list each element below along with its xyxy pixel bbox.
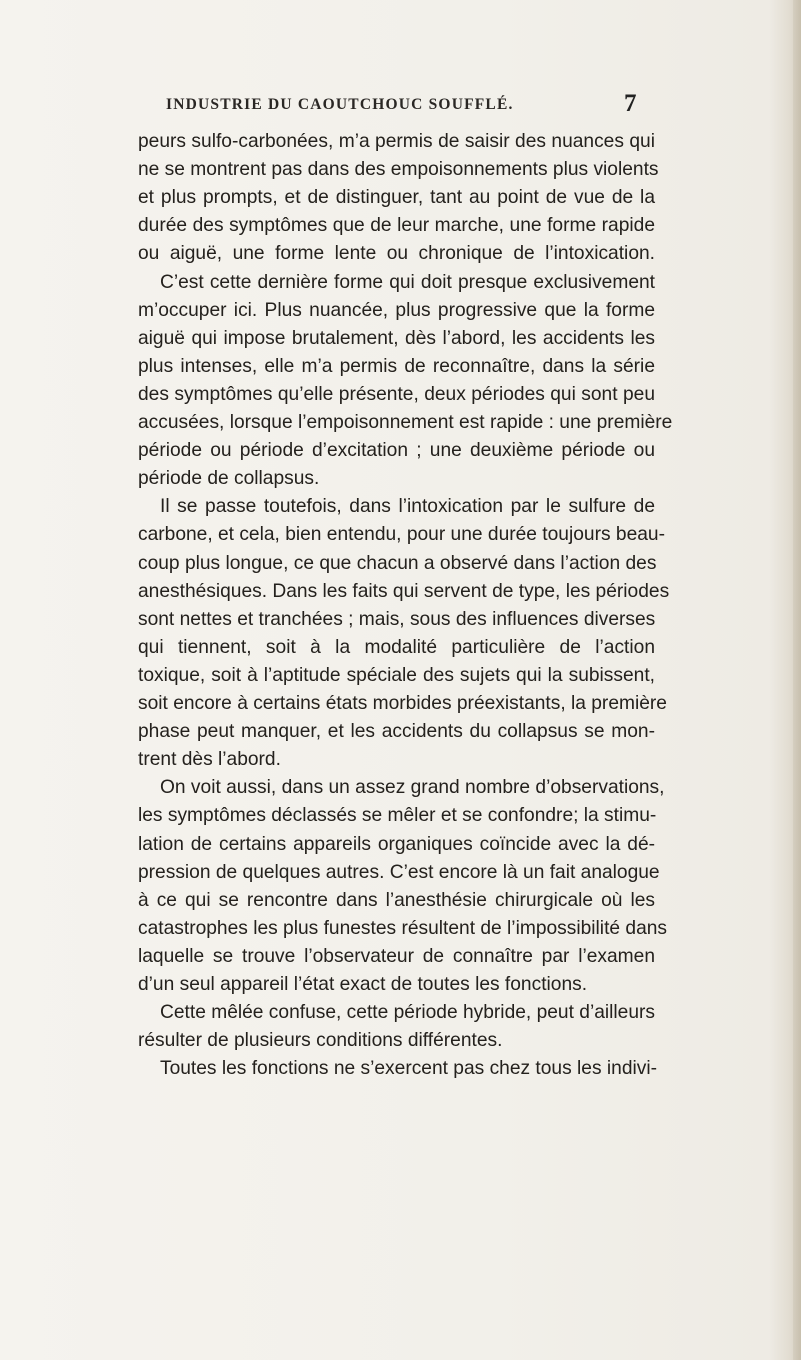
text-line: lation de certains appareils organiques coïncide avec la dé- — [138, 833, 655, 855]
text-line: ou aiguë, une forme lente ou chronique de l’intoxication. — [138, 243, 655, 265]
text-line: à ce qui se rencontre dans l’anesthésie chirurgicale où les — [138, 889, 655, 911]
paragraph-start-line: C’est cette dernière forme qui doit presque exclusivement — [160, 271, 655, 293]
text-line: pression de quelques autres. C’est encore là un fait analogue — [138, 861, 660, 883]
text-line: ne se montrent pas dans des empoisonnements plus violents — [138, 159, 659, 181]
paragraph-end-line: trent dès l’abord. — [138, 749, 281, 771]
paragraph-start-line: Toutes les fonctions ne s’exercent pas chez tous les indivi- — [160, 1058, 657, 1080]
text-line: catastrophes les plus funestes résultent de l’impossibilité dans — [138, 917, 668, 939]
text-line: les symptômes déclassés se mêler et se confondre; la stimu- — [138, 805, 657, 827]
text-line: plus intenses, elle m’a permis de reconnaître, dans la série — [138, 355, 655, 377]
text-line: durée des symptômes que de leur marche, une forme rapide — [138, 215, 655, 237]
running-title: INDUSTRIE DU CAOUTCHOUC SOUFFLÉ. — [166, 96, 514, 113]
page-number: 7 — [624, 90, 637, 117]
text-line: phase peut manquer, et les accidents du collapsus se mon- — [138, 721, 655, 743]
paragraph-start-line: Cette mêlée confuse, cette période hybride, peut d’ailleurs — [160, 1002, 655, 1024]
body-text — [138, 128, 673, 1328]
paragraph-end-line: d’un seul appareil l’état exact de toutes les fonctions. — [138, 974, 588, 995]
paragraph-end-line: période de collapsus. — [138, 468, 320, 490]
text-line: qui tiennent, soit à la modalité particulière de l’action — [138, 636, 655, 658]
text-line: carbone, et cela, bien entendu, pour une durée toujours beau- — [138, 524, 665, 546]
paragraph-start-line: On voit aussi, dans un assez grand nombre d’observations, — [160, 777, 665, 799]
text-line: accusées, lorsque l’empoisonnement est rapide : une première — [138, 412, 673, 433]
text-line: aiguë qui impose brutalement, dès l’abord, les accidents les — [138, 327, 655, 349]
paragraph-end-line: résulter de plusieurs conditions différentes. — [138, 1030, 503, 1052]
paragraph-start-line: Il se passe toutefois, dans l’intoxication par le sulfure de — [160, 496, 655, 518]
text-line: peurs sulfo-carbonées, m’a permis de saisir des nuances qui — [138, 131, 655, 152]
text-line: anesthésiques. Dans les faits qui servent de type, les périodes — [138, 580, 670, 602]
text-line: coup plus longue, ce que chacun a observé dans l’action des — [138, 552, 657, 574]
page-edge-shadow — [793, 0, 801, 1360]
text-line: m’occuper ici. Plus nuancée, plus progressive que la forme — [138, 299, 655, 321]
text-line: laquelle se trouve l’observateur de connaître par l’examen — [138, 945, 655, 967]
text-line: et plus prompts, et de distinguer, tant au point de vue de la — [138, 187, 655, 209]
text-line: toxique, soit à l’aptitude spéciale des sujets qui la subissent, — [138, 664, 655, 686]
text-line: période ou période d’excitation ; une deuxième période ou — [138, 440, 655, 462]
text-line: des symptômes qu’elle présente, deux périodes qui sont peu — [138, 383, 655, 405]
text-line: sont nettes et tranchées ; mais, sous des influences diverses — [138, 608, 656, 630]
text-line: soit encore à certains états morbides préexistants, la première — [138, 693, 667, 714]
